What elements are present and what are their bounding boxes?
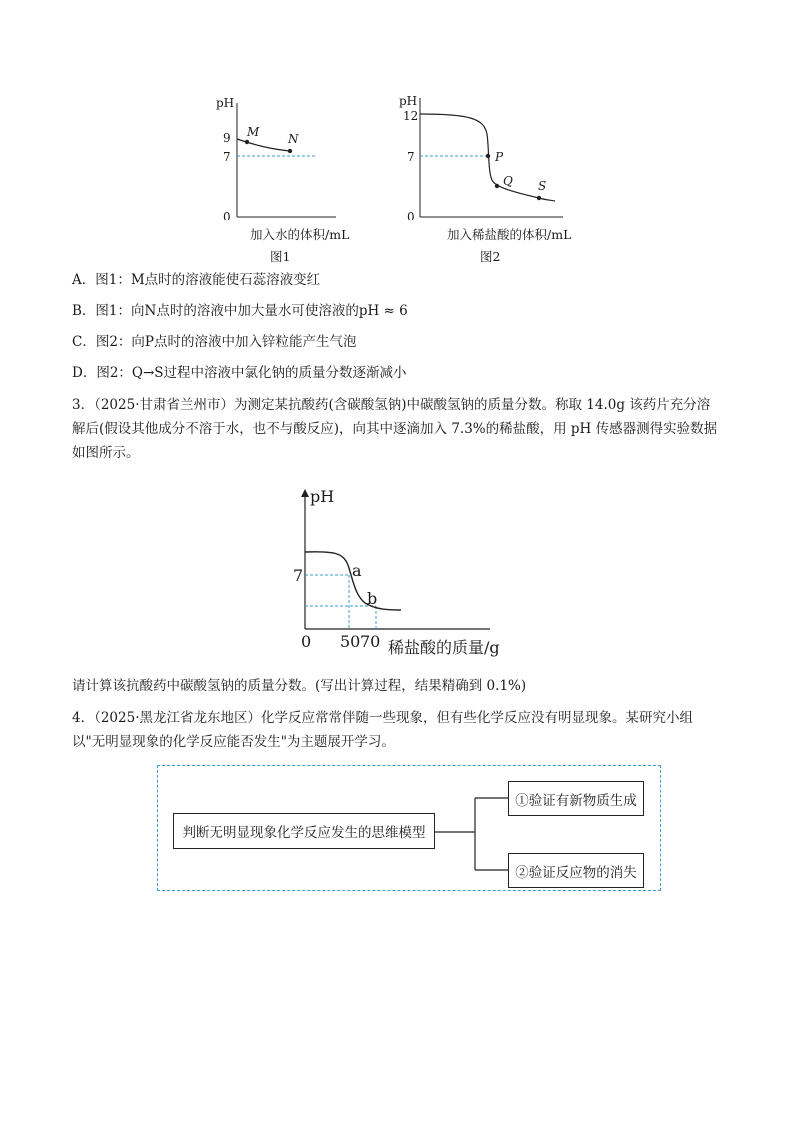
question-3-text: 3．（2025·甘肃省兰州市）为测定某抗酸药(含碳酸氢钠)中碳酸氢钠的质量分数。称取 14.0g 该药片充分溶解后(假设其他成分不溶于水，也不与酸反应)，向其中逐滴加入 7.3%的稀盐酸，用 pH 传感器测得实验数据如图所示。 <box>72 397 718 461</box>
figure-1-graph <box>210 95 340 220</box>
q3-origin: 0 <box>301 632 312 651</box>
fig2-point-p <box>486 154 490 158</box>
figure-2-graph <box>398 92 568 220</box>
fig2-tick-7: 7 <box>407 150 415 164</box>
fig1-x-label: 加入水的体积/mL <box>250 227 350 242</box>
fig2-tick-0: 0 <box>407 210 415 220</box>
q3-tick-7: 7 <box>293 566 304 585</box>
q3-label-b: b <box>367 589 378 608</box>
fig1-curve <box>237 139 290 151</box>
fig2-tick-12: 12 <box>403 109 419 123</box>
branch-new-substance-box: ①验证有新物质生成 <box>508 781 644 816</box>
fig2-point-q <box>495 184 499 188</box>
fig2-point-s <box>537 196 541 200</box>
fig1-label-m: M <box>247 125 260 139</box>
diagram-connectors <box>435 780 510 890</box>
fig1-point-n <box>288 149 292 153</box>
fig1-caption: 图1 <box>270 249 291 264</box>
fig1-tick-0: 0 <box>223 210 231 220</box>
question-4-text: 4．（2025·黑龙江省龙东地区）化学反应常常伴随一些现象，但有些化学反应没有明显现象。某研究小组以"无明显现象的化学反应能否发生"为主题展开学习。 <box>72 710 693 750</box>
fig1-tick-7: 7 <box>223 150 231 164</box>
fig2-x-label: 加入稀盐酸的体积/mL <box>447 227 572 242</box>
question-3-prompt: 请计算该抗酸药中碳酸氢钠的质量分数。(写出计算过程，结果精确到 0.1%) <box>72 678 527 694</box>
fig2-label-s: S <box>538 179 547 193</box>
q3-label-a: a <box>352 561 362 580</box>
fig1-y-label: pH <box>216 96 235 110</box>
q3-tick-70: 70 <box>360 632 381 651</box>
fig2-label-p: P <box>495 150 504 164</box>
q3-tick-50: 50 <box>340 632 361 651</box>
fig1-point-m <box>245 140 249 144</box>
fig2-caption: 图2 <box>480 249 501 264</box>
q3-y-label: pH <box>310 487 335 506</box>
fig1-label-n: N <box>288 132 299 146</box>
option-c: C．图2：向P点时的溶液中加入锌粒能产生气泡 <box>72 334 357 350</box>
option-d: D．图2：Q→S过程中溶液中氯化钠的质量分数逐渐减小 <box>72 365 407 381</box>
fig2-y-label: pH <box>399 94 418 108</box>
branch-reactant-disappear-box: ②验证反应物的消失 <box>508 853 644 888</box>
q3-y-arrow <box>301 489 309 497</box>
q3-x-label: 稀盐酸的质量/g <box>388 638 500 657</box>
question-3-graph <box>285 485 515 665</box>
fig2-label-q: Q <box>503 174 513 188</box>
option-b: B．图1：向N点时的溶液中加大量水可使溶液的pH ≈ 6 <box>72 303 408 319</box>
main-concept-box: 判断无明显现象化学反应发生的思维模型 <box>173 813 435 849</box>
fig1-tick-9: 9 <box>223 131 231 145</box>
option-a: A．图1：M点时的溶液能使石蕊溶液变红 <box>72 272 321 288</box>
